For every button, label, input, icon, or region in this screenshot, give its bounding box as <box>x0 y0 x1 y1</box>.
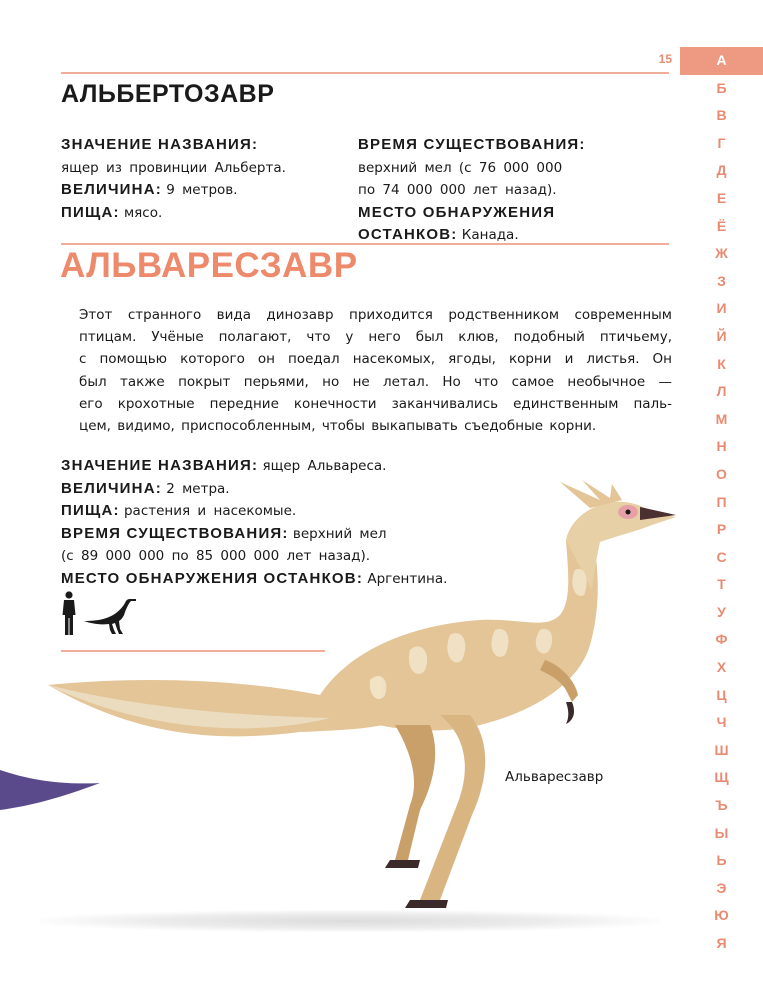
foot-front <box>405 900 448 908</box>
name-meaning-label: ЗНАЧЕНИЕ НАЗВАНИЯ: <box>61 457 259 474</box>
alphabet-letter[interactable]: П <box>716 493 727 510</box>
alphabet-letter[interactable]: Ф <box>715 631 728 648</box>
alphabet-letter[interactable]: Ч <box>716 714 727 731</box>
alphabet-letter[interactable]: Ж <box>715 245 728 262</box>
description-line: его крохотные передние конечности заканчивались единственным паль- <box>79 395 672 412</box>
size-value: 2 метра. <box>166 480 230 497</box>
name-meaning-value: ящер из провинции Альберта. <box>61 159 286 176</box>
alphabet-letter[interactable]: Ь <box>716 852 727 869</box>
alphabet-letter[interactable]: А <box>680 47 763 75</box>
leg-back <box>395 725 435 860</box>
alphabet-letter[interactable]: Ы <box>714 824 729 841</box>
alphabet-letter[interactable]: Д <box>716 162 727 179</box>
alphabet-letter[interactable]: Г <box>717 134 726 151</box>
description-line: Этот странного вида динозавр приходится родственником современным <box>79 307 672 323</box>
foot-back <box>385 860 420 868</box>
alphabet-letter[interactable]: Т <box>717 576 726 593</box>
alphabet-letter[interactable]: У <box>717 603 726 620</box>
alphabet-letter[interactable]: Й <box>716 327 727 344</box>
alphabet-letter[interactable]: З <box>717 272 726 289</box>
alphabet-letter[interactable]: С <box>716 548 727 565</box>
period-label: ВРЕМЯ СУЩЕСТВОВАНИЯ: <box>358 136 586 153</box>
alphabet-letter[interactable]: Б <box>716 79 727 96</box>
eye <box>626 510 631 515</box>
alphabet-letter[interactable]: Ъ <box>715 797 728 814</box>
period-value-line1: верхний мел <box>292 525 387 542</box>
neighbour-dinosaur-tail <box>0 770 100 810</box>
name-meaning-label: ЗНАЧЕНИЕ НАЗВАНИЯ: <box>61 136 259 153</box>
food-value: растения и насекомые. <box>123 503 297 519</box>
albertosaurus-title: АЛЬБЕРТОЗАВР <box>61 80 275 108</box>
alphabet-letter[interactable]: Н <box>716 438 727 455</box>
location-label-line2: ОСТАНКОВ: <box>358 226 458 243</box>
food-value: мясо. <box>123 204 163 221</box>
alphabet-letter[interactable]: Щ <box>714 769 729 786</box>
alvarezsaurus-description <box>79 304 672 437</box>
alphabet-letter[interactable]: Ю <box>714 907 729 924</box>
alphabet-letter[interactable]: Е <box>716 189 727 206</box>
alphabet-letter[interactable]: В <box>716 107 727 124</box>
period-value-line2: (с 89 000 000 по 85 000 000 лет назад). <box>61 548 371 564</box>
period-value-line2: по 74 000 000 лет назад). <box>358 182 557 198</box>
albertosaurus-facts-right <box>358 134 586 247</box>
alphabet-letter[interactable]: Ё <box>716 217 727 234</box>
body <box>320 535 598 730</box>
description-line: цем, видимо, приспособленным, чтобы выкапывать съедобные корни. <box>79 418 597 435</box>
size-value: 9 метров. <box>166 182 238 198</box>
page-number: 15 <box>658 52 672 66</box>
section-rule <box>61 243 669 245</box>
alvarezsaurus-illustration <box>0 480 680 920</box>
albertosaurus-facts-left <box>61 134 286 224</box>
alphabet-letter[interactable]: К <box>717 355 726 372</box>
period-label: ВРЕМЯ СУЩЕСТВОВАНИЯ: <box>61 524 289 542</box>
description-line: птицам. Учёные полагают, что у него был клюв, подобный птичьему, <box>79 329 672 346</box>
size-label: ВЕЛИЧИНА: <box>61 479 162 497</box>
alphabet-letter[interactable]: Ц <box>716 686 727 703</box>
size-label: ВЕЛИЧИНА: <box>61 181 162 198</box>
alphabet-letter[interactable]: И <box>716 300 727 317</box>
alvarezsaurus-title: АЛЬВАРЕСЗАВР <box>60 246 358 285</box>
location-value: Канада. <box>461 227 519 243</box>
description-line: был также покрыт перьями, но не летал. Но что самое необычное — <box>79 373 672 390</box>
alphabet-letter[interactable]: Х <box>716 659 727 676</box>
period-value-line1: верхний мел (с 76 000 000 <box>358 159 563 176</box>
alphabet-index <box>680 47 763 958</box>
alphabet-letter[interactable]: Ш <box>714 741 729 758</box>
alphabet-letter[interactable]: Э <box>716 879 727 896</box>
food-label: ПИЩА: <box>61 502 120 519</box>
illustration-caption: Альваресзавр <box>505 769 604 785</box>
name-meaning-value: ящер Альвареса. <box>262 458 387 474</box>
alphabet-letter[interactable]: Л <box>716 383 727 400</box>
alphabet-letter[interactable]: Я <box>716 935 727 951</box>
alphabet-letter[interactable]: М <box>715 410 728 427</box>
food-label: ПИЩА: <box>61 203 120 221</box>
location-label-line1: МЕСТО ОБНАРУЖЕНИЯ <box>358 203 556 221</box>
top-rule <box>61 72 669 74</box>
arm-claw <box>566 702 574 724</box>
location-label: МЕСТО ОБНАРУЖЕНИЯ ОСТАНКОВ: <box>61 569 364 587</box>
alphabet-letter[interactable]: О <box>716 465 727 482</box>
alphabet-letter[interactable]: Р <box>716 521 727 538</box>
description-line: с помощью которого он поедал насекомых, ягоды, корни и листья. Он <box>79 351 672 368</box>
location-value: Аргентина. <box>367 570 448 587</box>
